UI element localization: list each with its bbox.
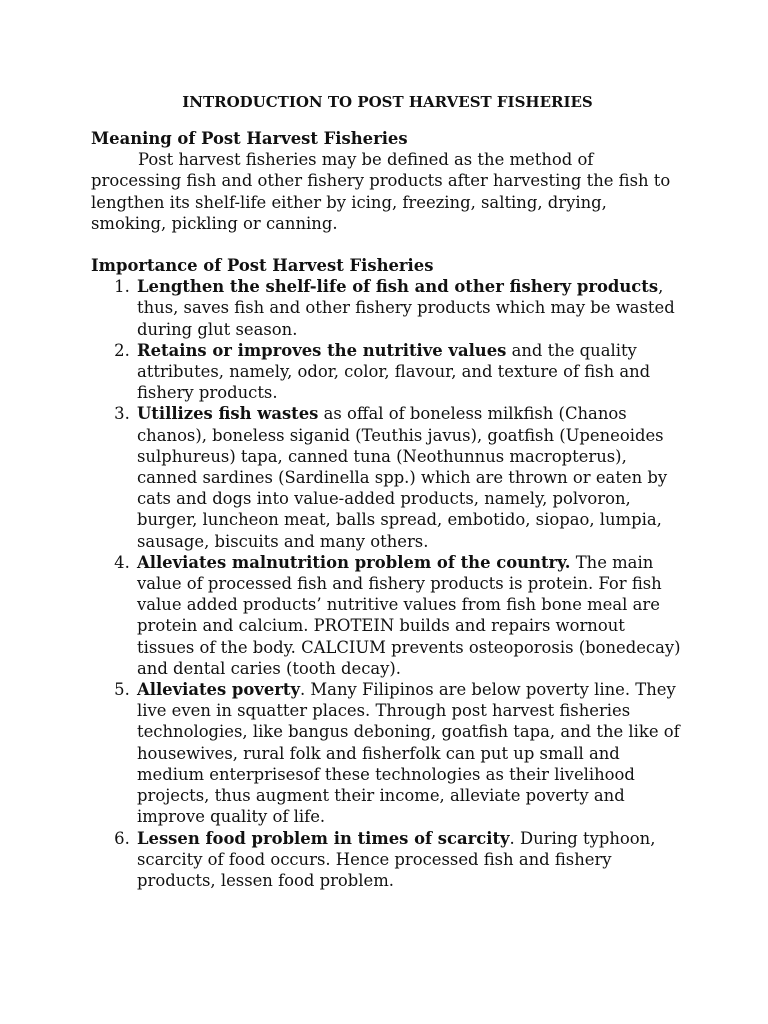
item-lead: Utillizes fish wastes: [137, 404, 319, 424]
importance-list: [91, 276, 684, 891]
item-text: . Many Filipinos are below poverty line. They live even in squatter places. Through post harvest fisheries technologies, like bangus deboning, goatfish tapa, and the like of housewives, rural folk and fisherfolk can put up small and medium enterprisesof these technologies as their livelihood projects, thus augment their income, alleviate poverty and improve quality of life.: [137, 680, 680, 827]
list-item: [135, 828, 684, 892]
item-lead: Lessen food problem in times of scarcity: [137, 828, 510, 848]
item-text: The main value of processed fish and fishery products is protein. For fish value added products’ nutritive values from fish bone meal are protein and calcium. PROTEIN builds and repairs wornout tissues of the body. CALCIUM prevents osteoporosis (bonedecay) and dental caries (tooth decay).: [137, 552, 681, 678]
list-item: [135, 276, 684, 340]
section-heading-meaning: Meaning of Post Harvest Fisheries: [91, 129, 408, 148]
item-text: , thus, saves fish and other fishery products which may be wasted during glut season.: [137, 277, 675, 339]
list-item: [135, 340, 684, 404]
item-text: . During typhoon, scarcity of food occurs. Hence processed fish and fishery products, lessen food problem.: [137, 828, 656, 890]
meaning-paragraph: Post harvest fisheries may be defined as the method of processing fish and other fishery products after harvesting the fish to lengthen its shelf-life either by icing, freezing, salting, drying, smoking, pickling or canning.: [91, 150, 671, 233]
item-lead: Alleviates poverty: [137, 680, 300, 700]
document-title: INTRODUCTION TO POST HARVEST FISHERIES: [182, 93, 593, 111]
item-text: and the quality attributes, namely, odor, color, flavour, and texture of fish and fishery products.: [137, 340, 651, 403]
list-item: [135, 679, 684, 827]
list-item: [135, 403, 684, 551]
list-item: [135, 552, 684, 679]
item-lead: Alleviates malnutrition problem of the country.: [137, 552, 571, 572]
section-spacer: [91, 234, 684, 255]
section-heading-importance: Importance of Post Harvest Fisheries: [91, 256, 434, 276]
item-lead: Lengthen the shelf-life of fish and other fishery products: [137, 277, 659, 297]
item-lead: Retains or improves the nutritive values: [137, 340, 507, 360]
item-text: as offal of boneless milkfish (Chanos chanos), boneless siganid (Teuthis javus), goatfish (Upeneoides sulphureus) tapa, canned tuna (Neothunnus macropterus), canned sardines (Sardinella spp.) which are thrown or eaten by cats and dogs into value-added products, namely, polvoron, burger, luncheon meat, balls spread, embotido, siopao, lumpia, sausage, biscuits and many others.: [137, 404, 668, 551]
